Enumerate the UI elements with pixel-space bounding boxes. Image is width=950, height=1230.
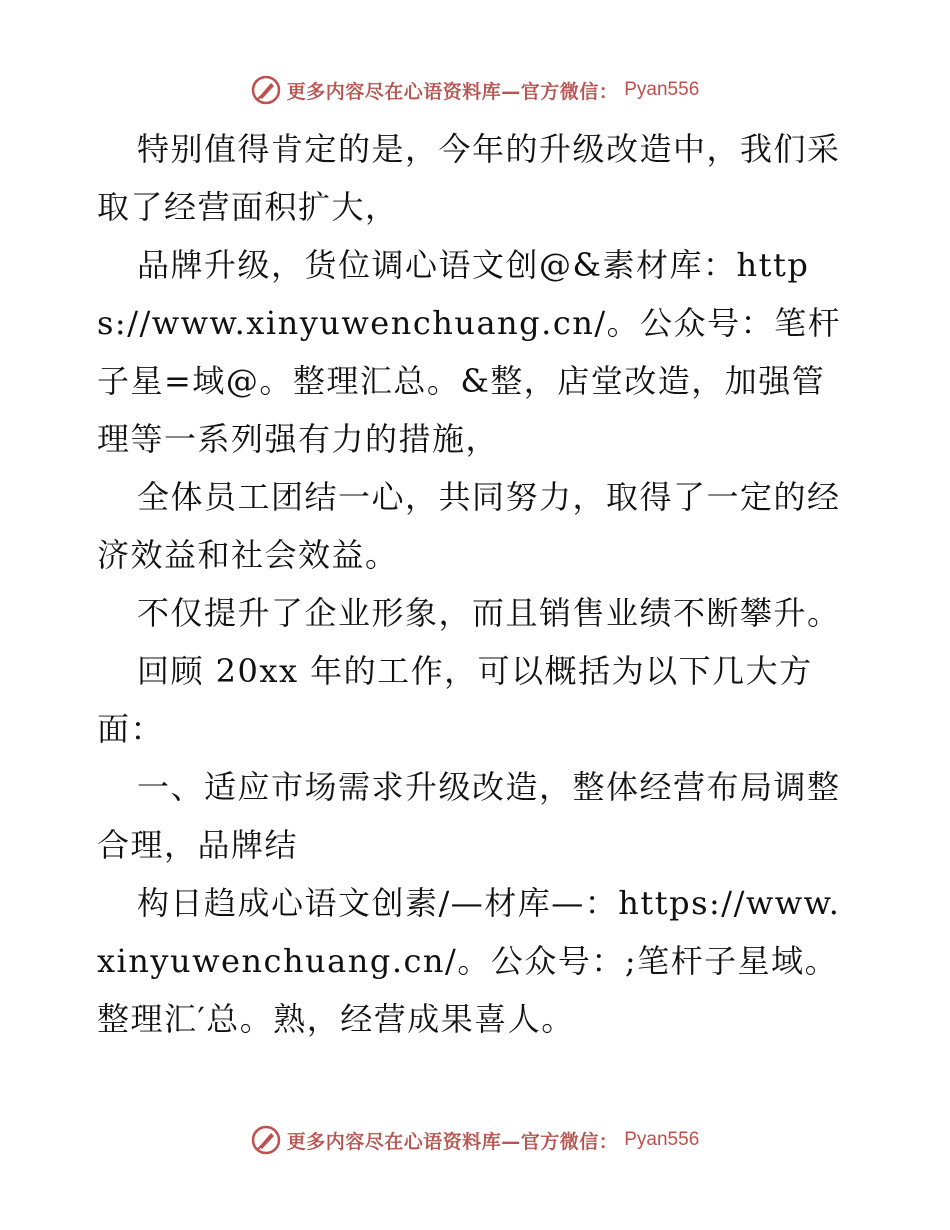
paragraph-1: 特别值得肯定的是，今年的升级改造中，我们采取了经营面积扩大， <box>97 130 841 226</box>
paragraph-6: 一、适应市场需求升级改造，整体经营布局调整合理，品牌结 <box>97 768 841 864</box>
header-banner-wechat-id: Pyan556 <box>624 79 700 100</box>
paragraph-7: 构日趋成心语文创素/—材库—：https://www.xinyuwenchuang.cn/。公众号：;笔杆子星域。整理汇′总。熟，经营成果喜人。 <box>97 884 841 1038</box>
paragraph-4: 不仅提升了企业形象，而且销售业绩不断攀升。 <box>137 594 841 632</box>
header-banner-label: 更多内容尽在心语资料库—官方微信： <box>286 80 619 103</box>
footer-banner-wechat-id: Pyan556 <box>624 1129 700 1150</box>
feather-logo-icon <box>251 75 281 105</box>
paragraph-5: 回顾 20xx 年的工作，可以概括为以下几大方面： <box>97 652 813 748</box>
paragraph-3: 全体员工团结一心，共同努力，取得了一定的经济效益和社会效益。 <box>97 478 841 574</box>
paragraph-2: 品牌升级，货位调心语文创@&素材库：https://www.xinyuwenchuang.cn/。公众号：笔杆子星=域@。整理汇总。&整，店堂改造，加强管理等一系列强有力的措施， <box>97 246 842 458</box>
document-body <box>97 120 857 1048</box>
feather-logo-icon <box>251 1125 281 1155</box>
header-watermark-banner <box>0 70 950 110</box>
footer-watermark-banner <box>0 1120 950 1160</box>
footer-banner-label: 更多内容尽在心语资料库—官方微信： <box>286 1130 619 1153</box>
